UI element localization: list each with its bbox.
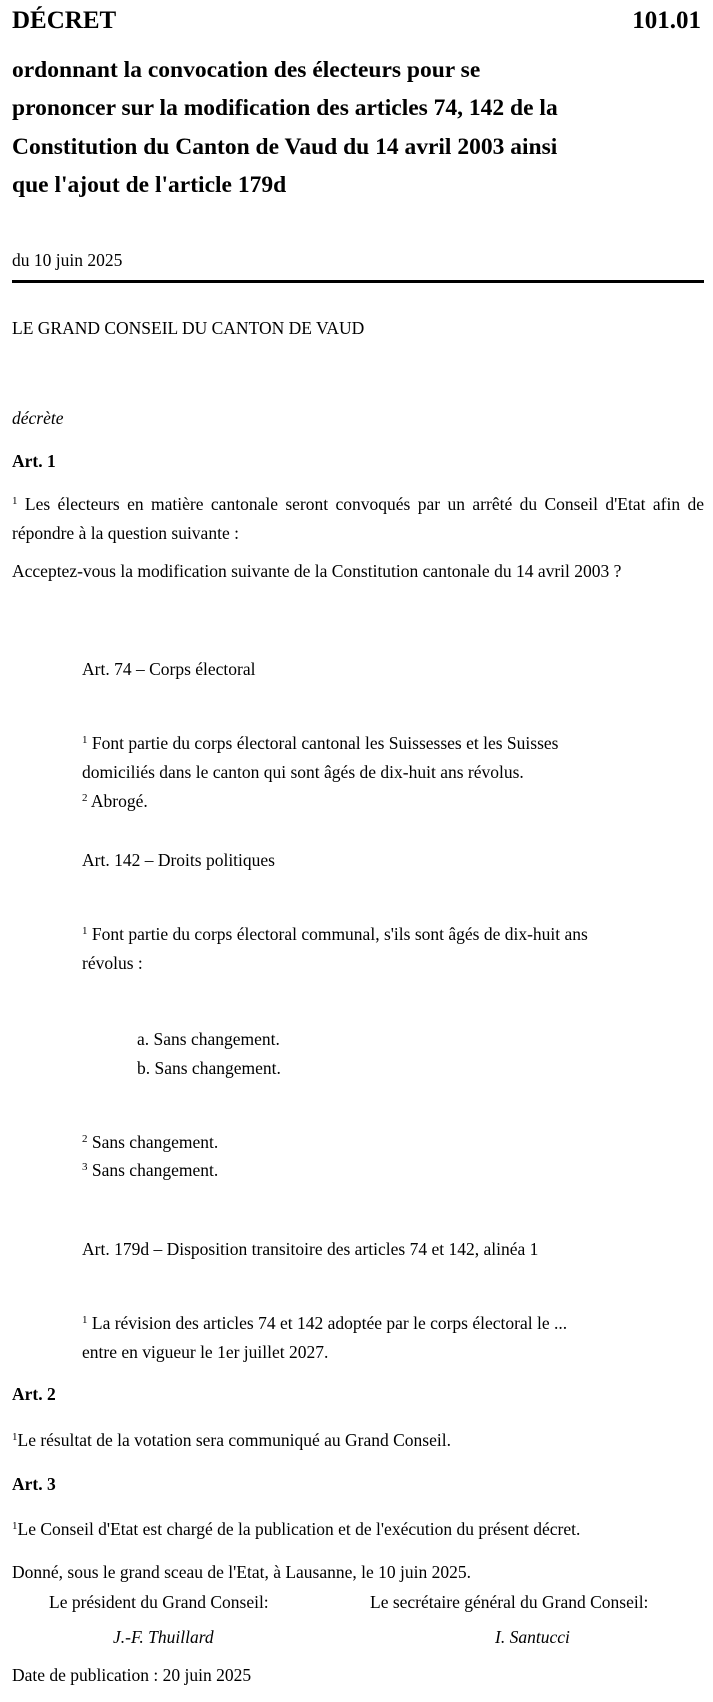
paragraph-number: 1 xyxy=(12,495,18,507)
amendment-art-74-al1-line2: domiciliés dans le canton qui sont âgés de dix-huit ans révolus. xyxy=(82,762,524,782)
article-3-paragraph xyxy=(12,1519,580,1540)
paragraph-text: Le résultat de la votation sera communiqué au Grand Conseil. xyxy=(17,1430,451,1450)
amendment-art-142-title: Art. 142 – Droits politiques xyxy=(82,850,275,870)
referendum-question: Acceptez-vous la modification suivante de la Constitution cantonale du 14 avril 2003 ? xyxy=(12,561,622,581)
paragraph-text: Font partie du corps électoral communal, s'ils sont âgés de dix-huit ans xyxy=(87,924,588,944)
paragraph-number: 1 xyxy=(12,1431,18,1443)
amendment-art-179d-al1-line1 xyxy=(82,1313,567,1334)
paragraph-text: La révision des articles 74 et 142 adoptée par le corps électoral le ... xyxy=(87,1313,568,1333)
amendment-art-142-al1-line2: révolus : xyxy=(82,953,143,973)
paragraph-text: Sans changement. xyxy=(87,1160,219,1180)
title-line: Constitution du Canton de Vaud du 14 avril 2003 ainsi xyxy=(12,134,558,160)
paragraph-text: Le Conseil d'Etat est chargé de la publication et de l'exécution du présent décret. xyxy=(17,1519,581,1539)
amendment-art-74-al2 xyxy=(82,791,148,812)
article-1-heading: Art. 1 xyxy=(12,451,56,471)
paragraph-number: 1 xyxy=(12,1520,18,1532)
president-signature: J.-F. Thuillard xyxy=(113,1627,214,1647)
amendment-art-74-title: Art. 74 – Corps électoral xyxy=(82,659,256,679)
article-2-paragraph xyxy=(12,1430,451,1451)
decrees-word: décrète xyxy=(12,408,64,428)
amendment-art-74-al1-line1 xyxy=(82,733,558,754)
paragraph-number: 1 xyxy=(82,734,88,746)
title-line: ordonnant la convocation des électeurs pour se xyxy=(12,57,481,83)
given-under-seal: Donné, sous le grand sceau de l'Etat, à Lausanne, le 10 juin 2025. xyxy=(12,1562,471,1582)
paragraph-text: Abrogé. xyxy=(87,791,148,811)
paragraph-text: Sans changement. xyxy=(87,1132,219,1152)
secretary-signature: I. Santucci xyxy=(495,1627,570,1647)
amendment-art-179d-al1-line2: entre en vigueur le 1er juillet 2027. xyxy=(82,1342,329,1362)
amendment-art-142-al2 xyxy=(82,1132,218,1153)
paragraph-number: 2 xyxy=(82,792,88,804)
paragraph-number: 2 xyxy=(82,1133,88,1145)
paragraph-text: Font partie du corps électoral cantonal les Suissesses et les Suisses xyxy=(87,733,559,753)
secretary-label: Le secrétaire général du Grand Conseil: xyxy=(370,1592,649,1612)
publication-date: Date de publication : 20 juin 2025 xyxy=(12,1665,252,1685)
document-type: DÉCRET xyxy=(12,7,117,34)
decree-date: du 10 juin 2025 xyxy=(12,250,123,270)
amendment-art-179d-title: Art. 179d – Disposition transitoire des articles 74 et 142, alinéa 1 xyxy=(82,1239,539,1259)
article-2-heading: Art. 2 xyxy=(12,1384,56,1404)
document-number: 101.01 xyxy=(632,7,701,34)
paragraph-number: 1 xyxy=(82,1314,88,1326)
president-label: Le président du Grand Conseil: xyxy=(49,1592,269,1612)
list-item-a: a. Sans changement. xyxy=(137,1029,280,1049)
amendment-art-142-al1-line1 xyxy=(82,924,588,945)
issuing-authority: LE GRAND CONSEIL DU CANTON DE VAUD xyxy=(12,318,365,338)
article-3-heading: Art. 3 xyxy=(12,1474,56,1494)
paragraph-text: Les électeurs en matière cantonale seront convoqués par un arrêté du Conseil d'Etat afin de répondre à la question suivante : xyxy=(12,494,704,543)
article-1-paragraph-1 xyxy=(12,490,704,548)
title-line: que l'ajout de l'article 179d xyxy=(12,172,287,198)
paragraph-number: 3 xyxy=(82,1161,88,1173)
amendment-art-142-al3 xyxy=(82,1160,218,1181)
title-line: prononcer sur la modification des articles 74, 142 de la xyxy=(12,95,558,121)
list-item-b: b. Sans changement. xyxy=(137,1058,281,1078)
paragraph-number: 1 xyxy=(82,925,88,937)
header-divider xyxy=(12,280,704,283)
